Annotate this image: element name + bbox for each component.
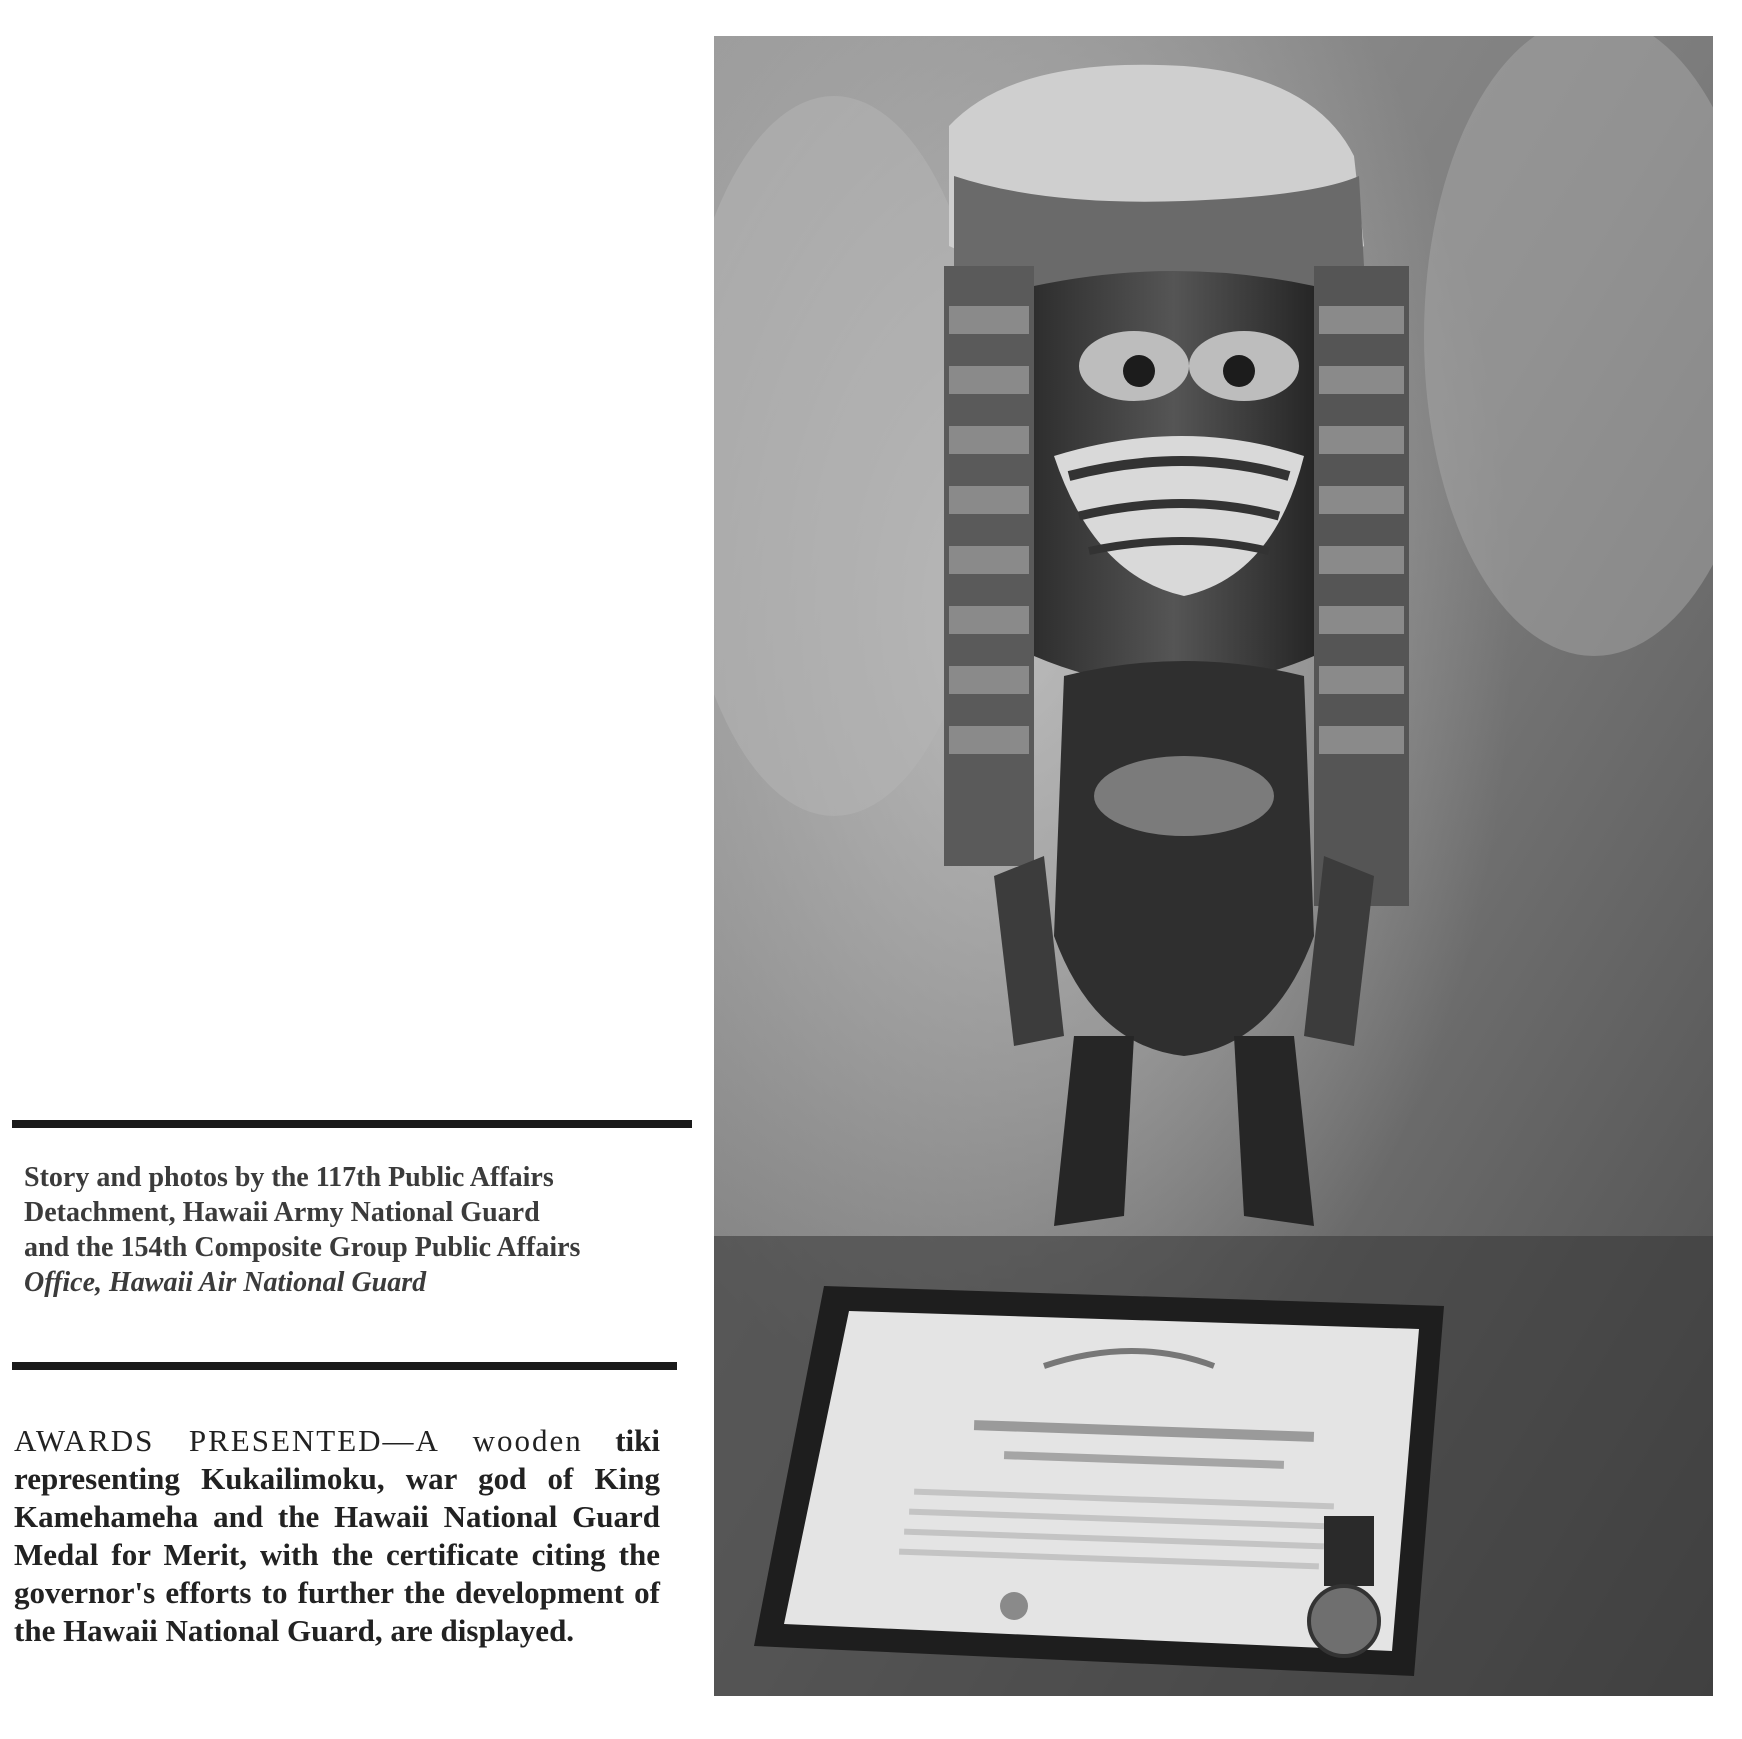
divider-rule-top xyxy=(12,1120,692,1128)
caption-lead: AWARDS PRESENTED—A wooden xyxy=(14,1423,583,1458)
photo-illustration xyxy=(714,36,1713,1696)
divider-rule-bottom xyxy=(12,1362,677,1370)
certificate-frame-shape xyxy=(754,1286,1444,1676)
photo-caption xyxy=(14,1422,660,1650)
photo-credit xyxy=(24,1160,674,1300)
caption-body: tiki representing Kukailimoku, war god of King Kamehameha and the Hawaii National Guard Medal for Merit, with the certificate citing the governor's efforts to further the development of the Hawaii National Guard, are displayed. xyxy=(14,1423,661,1648)
tiki-and-certificate-photo xyxy=(714,36,1713,1696)
credit-line-4: Office, Hawaii Air National Guard xyxy=(24,1267,427,1298)
credit-line-2: Detachment, Hawaii Army National Guard xyxy=(24,1197,540,1228)
credit-line-3: and the 154th Composite Group Public Affairs xyxy=(24,1232,581,1263)
credit-line-1: Story and photos by the 117th Public Affairs xyxy=(24,1162,554,1193)
